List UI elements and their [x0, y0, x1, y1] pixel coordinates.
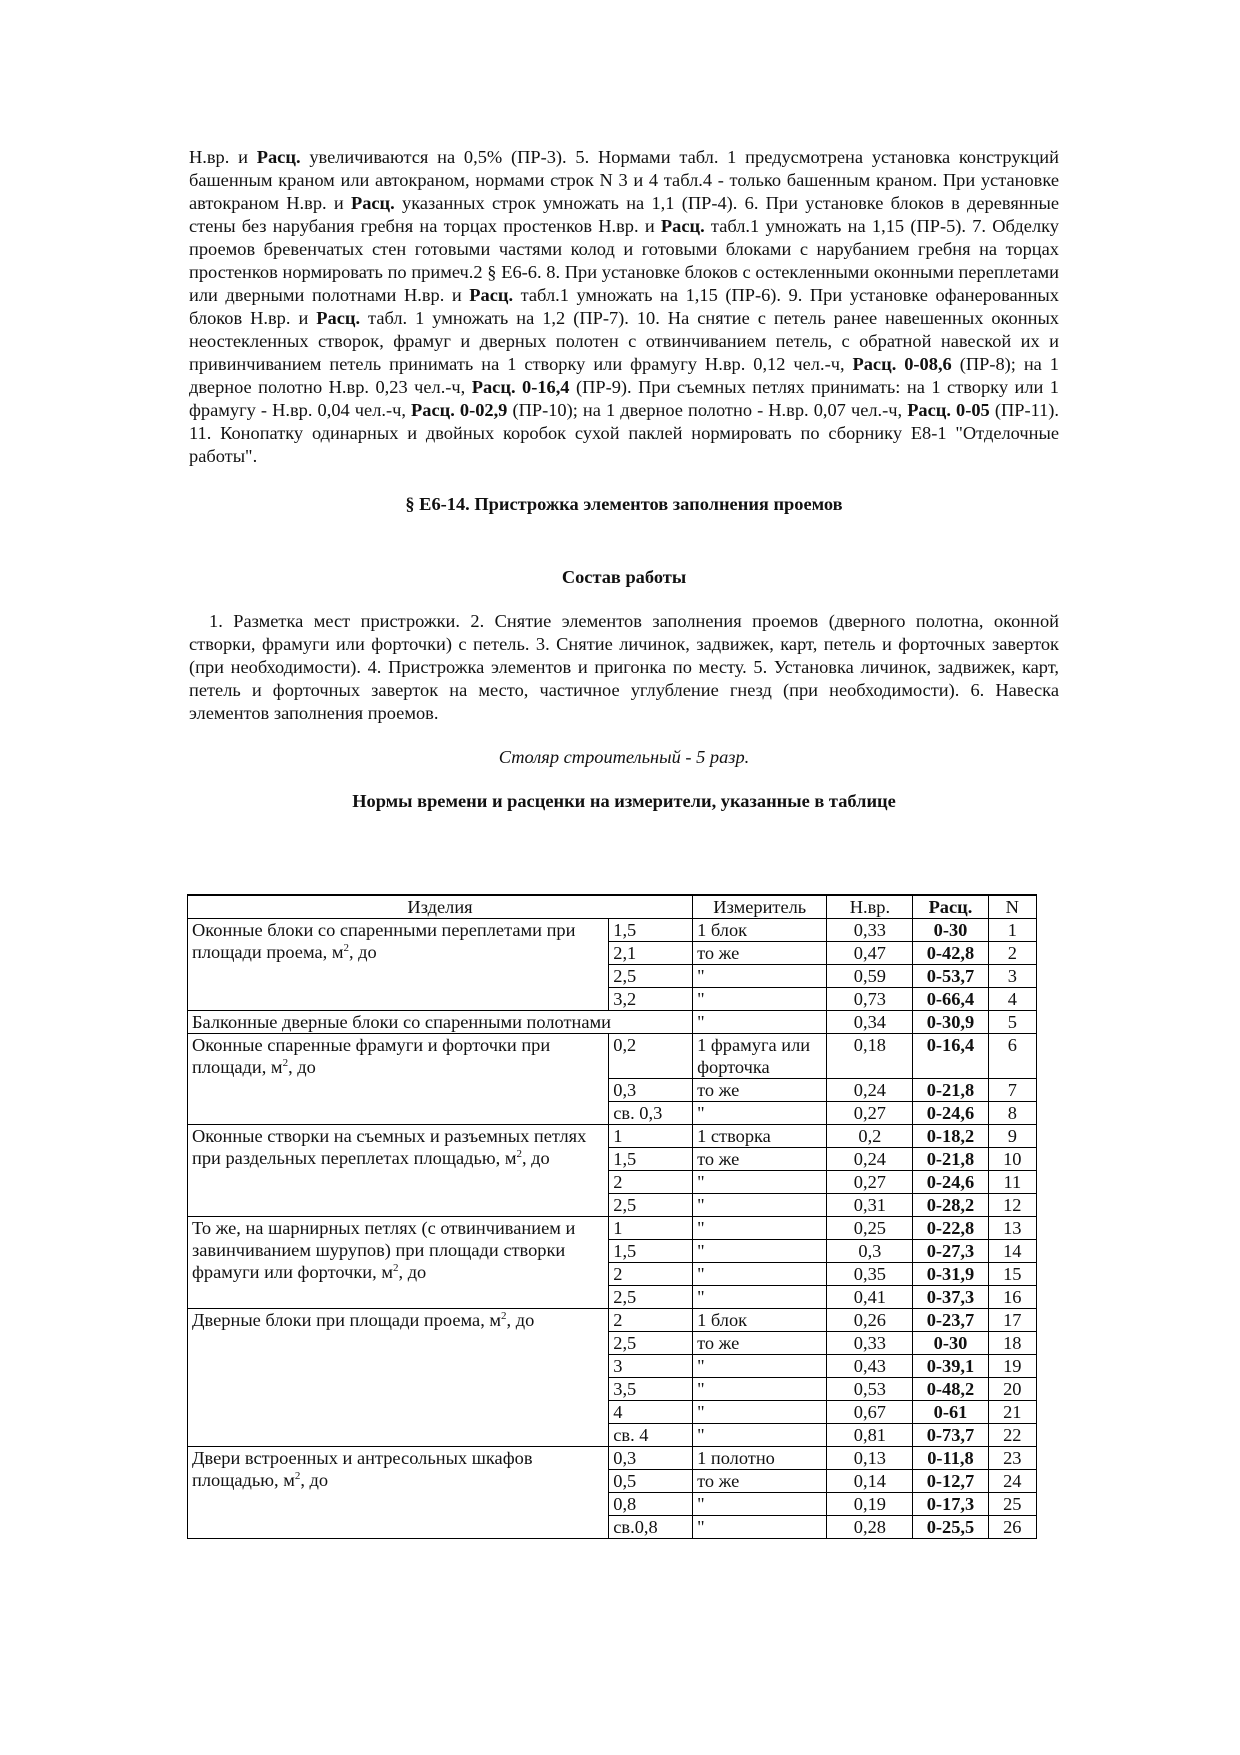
n-cell: 3 [988, 965, 1036, 988]
item-name-cell: Оконные спаренные фрамуги и форточки при площади, $м^2$, до [188, 1034, 609, 1125]
measure-cell: " [693, 1217, 827, 1240]
item-name-cell: Оконные блоки со спаренными переплетами при площади проема, $м^2$, до [188, 919, 609, 1011]
nvr-cell: 0,47 [827, 942, 913, 965]
rasc-cell: 0-31,9 [913, 1263, 988, 1286]
rasc-cell: 0-11,8 [913, 1447, 988, 1470]
nvr-cell: 0,31 [827, 1194, 913, 1217]
n-cell: 23 [988, 1447, 1036, 1470]
header-rasc: Расц. [913, 895, 988, 919]
rasc-cell: 0-27,3 [913, 1240, 988, 1263]
measure-cell: 1 блок [693, 1309, 827, 1332]
n-cell: 5 [988, 1011, 1036, 1034]
table-row [188, 919, 1037, 942]
item-name-cell: Дверные блоки при площади проема, $м^2$, до [188, 1309, 609, 1447]
header-nvr: Н.вр. [827, 895, 913, 919]
size-cell: 2 [609, 1263, 693, 1286]
intro-bold: Расц. [256, 147, 301, 167]
n-cell: 26 [988, 1516, 1036, 1539]
n-cell: 14 [988, 1240, 1036, 1263]
intro-text: табл.1 умножать на 1,15 (ПР-6). 9. При установке офанерованных блоков Н.вр. и [189, 285, 1059, 328]
measure-cell: 1 полотно [693, 1447, 827, 1470]
table-row [188, 1447, 1037, 1470]
nvr-cell: 0,43 [827, 1355, 913, 1378]
nvr-cell: 0,13 [827, 1447, 913, 1470]
table-row [188, 1125, 1037, 1148]
n-cell: 7 [988, 1079, 1036, 1102]
nvr-cell: 0,19 [827, 1493, 913, 1516]
intro-bold: Расц. [350, 193, 395, 213]
n-cell: 4 [988, 988, 1036, 1011]
rasc-cell: 0-23,7 [913, 1309, 988, 1332]
size-cell: 2,5 [609, 965, 693, 988]
intro-text: табл. 1 умножать на 1,2 (ПР-7). 10. На снятие с петель ранее навешенных оконных неостекленных створок, фрамуг и дверных полотен с отвинчиванием петель, с обратной навеской их и привинчиванием петель принимать на 1 створку или фрамугу Н.вр. 0,12 чел.-ч, [189, 308, 1059, 374]
measure-cell: " [693, 1493, 827, 1516]
measure-cell: " [693, 1424, 827, 1447]
intro-bold: Расц. 0-02,9 [411, 400, 508, 420]
table-header-row [188, 895, 1037, 919]
header-item: Изделия [188, 895, 693, 919]
rasc-cell: 0-22,8 [913, 1217, 988, 1240]
intro-text: (ПР-11). 11. Конопатку одинарных и двойных коробок сухой паклей нормировать по сборнику Е8-1 "Отделочные работы". [189, 400, 1060, 466]
nvr-cell: 0,41 [827, 1286, 913, 1309]
measure-cell: то же [693, 942, 827, 965]
size-cell: св.0,8 [609, 1516, 693, 1539]
nvr-cell: 0,24 [827, 1079, 913, 1102]
measure-cell: " [693, 988, 827, 1011]
measure-cell: " [693, 1286, 827, 1309]
unit-superscript: 2 [393, 1261, 399, 1274]
measure-cell: " [693, 1378, 827, 1401]
measure-cell: " [693, 1263, 827, 1286]
rasc-cell: 0-37,3 [913, 1286, 988, 1309]
nvr-cell: 0,18 [827, 1034, 913, 1079]
intro-bold: Расц. [316, 308, 361, 328]
intro-text: (ПР-10); на 1 дверное полотно - Н.вр. 0,07 чел.-ч, [507, 400, 908, 420]
size-cell: 1 [609, 1217, 693, 1240]
size-cell: 1 [609, 1125, 693, 1148]
size-cell: 0,3 [609, 1447, 693, 1470]
header-measure: Измеритель [693, 895, 827, 919]
size-cell: 3,2 [609, 988, 693, 1011]
rasc-cell: 0-16,4 [913, 1034, 988, 1079]
measure-cell: " [693, 1194, 827, 1217]
nvr-cell: 0,33 [827, 1332, 913, 1355]
rasc-cell: 0-61 [913, 1401, 988, 1424]
measure-cell: " [693, 1240, 827, 1263]
item-name-cell: Балконные дверные блоки со спаренными полотнами [188, 1011, 693, 1034]
table-row [188, 1217, 1037, 1240]
measure-cell: " [693, 965, 827, 988]
intro-bold: Расц. 0-05 [907, 400, 990, 420]
unit-superscript: 2 [294, 1469, 301, 1482]
intro-text: Н.вр. и [189, 147, 257, 167]
rasc-cell: 0-21,8 [913, 1079, 988, 1102]
size-cell: 2 [609, 1171, 693, 1194]
n-cell: 21 [988, 1401, 1036, 1424]
size-cell: 4 [609, 1401, 693, 1424]
n-cell: 6 [988, 1034, 1036, 1079]
table-body [188, 919, 1037, 1539]
unit-superscript: 2 [343, 941, 349, 954]
nvr-cell: 0,3 [827, 1240, 913, 1263]
nvr-cell: 0,27 [827, 1171, 913, 1194]
measure-cell: 1 створка [693, 1125, 827, 1148]
n-cell: 13 [988, 1217, 1036, 1240]
intro-text: увеличиваются на 0,5% (ПР-3). 5. Нормами табл. 1 предусмотрена установка конструкций башенным краном или автокраном, нормами строк N 3 и 4 табл.4 - только башенным краном. При установке автокраном Н.вр. и [189, 147, 1059, 213]
nvr-cell: 0,33 [827, 919, 913, 942]
rasc-cell: 0-17,3 [913, 1493, 988, 1516]
measure-cell: " [693, 1516, 827, 1539]
table-row [188, 1034, 1037, 1079]
intro-notes [189, 146, 1059, 468]
size-cell: 2,5 [609, 1194, 693, 1217]
item-name-cell: Двери встроенных и антресольных шкафов площадью, $м^2$, до [188, 1447, 609, 1539]
intro-bold: Расц. [469, 285, 514, 305]
worker-category: Столяр строительный - 5 разр. [498, 747, 750, 767]
rasc-cell: 0-30 [913, 1332, 988, 1355]
n-cell: 20 [988, 1378, 1036, 1401]
n-cell: 9 [988, 1125, 1036, 1148]
header-n: N [988, 895, 1036, 919]
n-cell: 12 [988, 1194, 1036, 1217]
size-cell: 2,5 [609, 1286, 693, 1309]
nvr-cell: 0,27 [827, 1102, 913, 1125]
measure-cell: то же [693, 1148, 827, 1171]
unit-superscript: 2 [516, 1147, 522, 1160]
n-cell: 15 [988, 1263, 1036, 1286]
nvr-cell: 0,26 [827, 1309, 913, 1332]
unit-superscript: 2 [282, 1056, 289, 1069]
rasc-cell: 0-53,7 [913, 965, 988, 988]
size-cell: 3,5 [609, 1378, 693, 1401]
size-cell: 0,2 [609, 1034, 693, 1079]
intro-text: (ПР-8); на 1 дверное полотно Н.вр. 0,23 чел.-ч, [189, 354, 1059, 397]
rasc-cell: 0-21,8 [913, 1148, 988, 1171]
nvr-cell: 0,24 [827, 1148, 913, 1171]
size-cell: 3 [609, 1355, 693, 1378]
n-cell: 1 [988, 919, 1036, 942]
rasc-cell: 0-12,7 [913, 1470, 988, 1493]
measure-cell: " [693, 1171, 827, 1194]
n-cell: 10 [988, 1148, 1036, 1171]
measure-cell: " [693, 1355, 827, 1378]
unit-superscript: 2 [501, 1309, 507, 1322]
composition-text: 1. Разметка мест пристрожки. 2. Снятие элементов заполнения проемов (дверного полотна, оконной створки, фрамуги или форточки) с петель. 3. Снятие личинок, задвижек, карт, петель и форточных заверток (при необходимости). 4. Пристрожка элементов и пригонка по месту. 5. Установка личинок, задвижек, карт, петель и форточных заверток на место, частичное углубление гнезд (при необходимости). 6. Навеска элементов заполнения проемов. [189, 611, 1059, 723]
intro-text: (ПР-9). При съемных петлях принимать: на 1 створку или 1 фрамугу - Н.вр. 0,04 чел.-ч, [189, 377, 1060, 420]
norms-table [187, 894, 1037, 1539]
rasc-cell: 0-25,5 [913, 1516, 988, 1539]
nvr-cell: 0,25 [827, 1217, 913, 1240]
size-cell: 2,1 [609, 942, 693, 965]
intro-bold: Расц. 0-08,6 [852, 354, 952, 374]
size-cell: 1,5 [609, 1148, 693, 1171]
size-cell: 0,5 [609, 1470, 693, 1493]
nvr-cell: 0,67 [827, 1401, 913, 1424]
nvr-cell: 0,59 [827, 965, 913, 988]
rasc-cell: 0-28,2 [913, 1194, 988, 1217]
n-cell: 11 [988, 1171, 1036, 1194]
n-cell: 25 [988, 1493, 1036, 1516]
rasc-cell: 0-30,9 [913, 1011, 988, 1034]
intro-bold: Расц. [660, 216, 705, 236]
size-cell: 2 [609, 1309, 693, 1332]
table-row [188, 1011, 1037, 1034]
rasc-cell: 0-66,4 [913, 988, 988, 1011]
rasc-cell: 0-30 [913, 919, 988, 942]
measure-cell: то же [693, 1079, 827, 1102]
nvr-cell: 0,14 [827, 1470, 913, 1493]
rasc-cell: 0-39,1 [913, 1355, 988, 1378]
composition-title: Состав работы [561, 567, 687, 587]
size-cell: 1,5 [609, 1240, 693, 1263]
rasc-cell: 0-24,6 [913, 1171, 988, 1194]
nvr-cell: 0,53 [827, 1378, 913, 1401]
size-cell: 1,5 [609, 919, 693, 942]
n-cell: 18 [988, 1332, 1036, 1355]
size-cell: св. 0,3 [609, 1102, 693, 1125]
size-cell: 0,3 [609, 1079, 693, 1102]
n-cell: 22 [988, 1424, 1036, 1447]
rasc-cell: 0-42,8 [913, 942, 988, 965]
n-cell: 24 [988, 1470, 1036, 1493]
measure-cell: то же [693, 1470, 827, 1493]
intro-bold: Расц. 0-16,4 [471, 377, 570, 397]
measure-cell: 1 фрамуга или форточка [693, 1034, 827, 1079]
intro-text: табл.1 умножать на 1,15 (ПР-5). 7. Обделку проемов бревенчатых стен готовыми частями колод и готовыми блоками с нарубанием гребня на торцах простенков нормировать по примеч.2 § Е6-6. 8. При установке блоков с остекленными оконными переплетами или дверными полотнами Н.вр. и [189, 216, 1059, 305]
document-page [189, 146, 1059, 813]
intro-text: указанных строк умножать на 1,1 (ПР-4). 6. При установке блоков в деревянные стены без нарубания гребня на торцах простенков Н.вр. и [189, 193, 1059, 236]
rasc-cell: 0-18,2 [913, 1125, 988, 1148]
nvr-cell: 0,35 [827, 1263, 913, 1286]
table-row [188, 1309, 1037, 1332]
nvr-cell: 0,73 [827, 988, 913, 1011]
measure-cell: " [693, 1011, 827, 1034]
nvr-cell: 0,34 [827, 1011, 913, 1034]
section-title: § Е6-14. Пристрожка элементов заполнения проемов [405, 494, 843, 514]
size-cell: 2,5 [609, 1332, 693, 1355]
nvr-cell: 0,81 [827, 1424, 913, 1447]
measure-cell: то же [693, 1332, 827, 1355]
rasc-cell: 0-24,6 [913, 1102, 988, 1125]
measure-cell: " [693, 1102, 827, 1125]
measure-cell: 1 блок [693, 919, 827, 942]
n-cell: 2 [988, 942, 1036, 965]
item-name-cell: Оконные створки на съемных и разъемных петлях при раздельных переплетах площадью, $м^2$, до [188, 1125, 609, 1217]
size-cell: св. 4 [609, 1424, 693, 1447]
table-title: Нормы времени и расценки на измерители, указанные в таблице [352, 791, 896, 811]
rasc-cell: 0-73,7 [913, 1424, 988, 1447]
n-cell: 17 [988, 1309, 1036, 1332]
size-cell: 0,8 [609, 1493, 693, 1516]
nvr-cell: 0,2 [827, 1125, 913, 1148]
n-cell: 16 [988, 1286, 1036, 1309]
rasc-cell: 0-48,2 [913, 1378, 988, 1401]
n-cell: 19 [988, 1355, 1036, 1378]
n-cell: 8 [988, 1102, 1036, 1125]
item-name-cell: То же, на шарнирных петлях (с отвинчиванием и завинчиванием шурупов) при площади створки фрамуги или форточки, $м^2$, до [188, 1217, 609, 1309]
nvr-cell: 0,28 [827, 1516, 913, 1539]
measure-cell: " [693, 1401, 827, 1424]
